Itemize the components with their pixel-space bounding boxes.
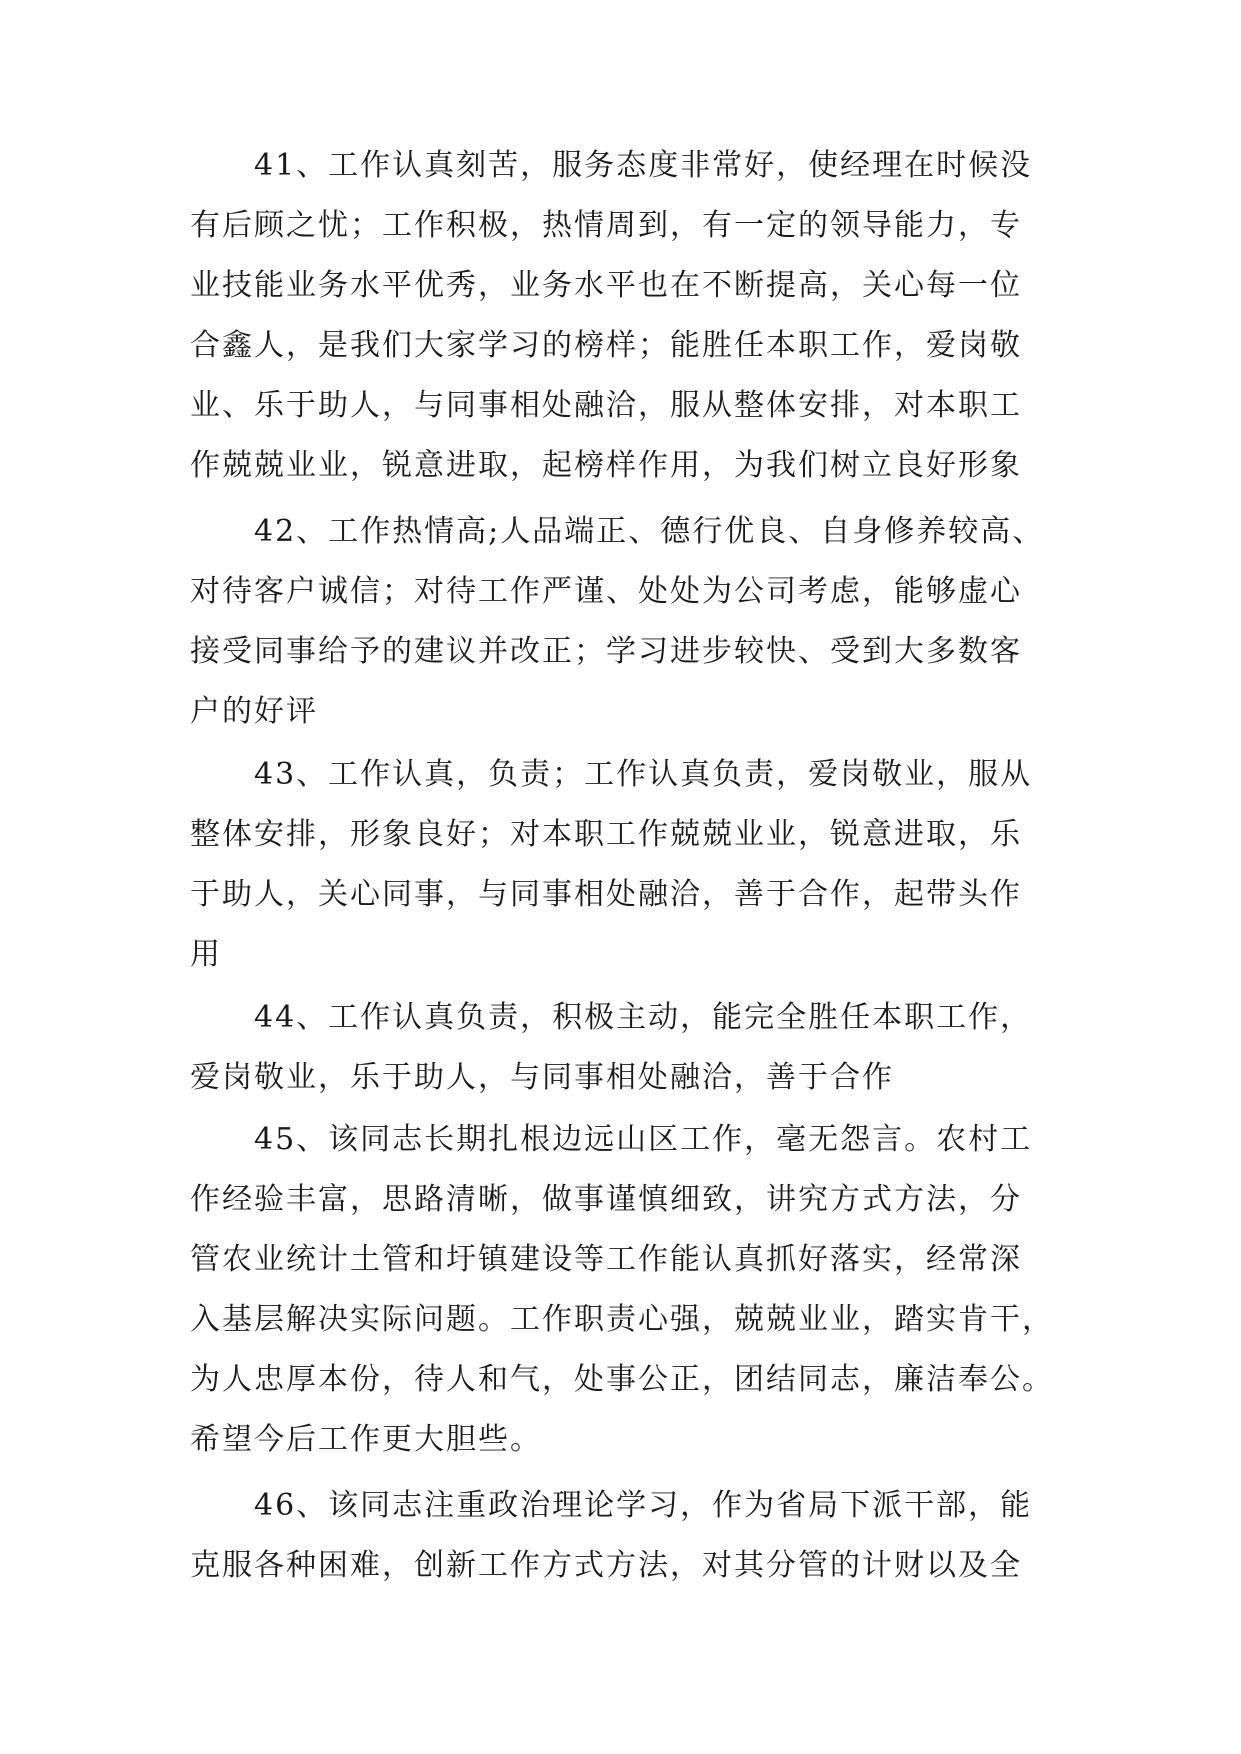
paragraph-42 bbox=[190, 502, 1050, 742]
paragraph-line: 43、工作认真，负责；工作认真负责，爱岗敬业，服从 bbox=[254, 757, 1033, 792]
paragraph-43 bbox=[190, 745, 1050, 985]
paragraph-line: 入基层解决实际问题。工作职责心强，兢兢业业，踏实肯干， bbox=[190, 1302, 1054, 1337]
paragraph-line: 为人忠厚本份，待人和气，处事公正，团结同志，廉洁奉公。 bbox=[190, 1362, 1054, 1397]
paragraph-line: 44、工作认真负责，积极主动，能完全胜任本职工作， bbox=[254, 1000, 1033, 1035]
paragraph-line: 作经验丰富，思路清晰，做事谨慎细致，讲究方式方法，分 bbox=[190, 1182, 1022, 1217]
paragraph-line: 46、该同志注重政治理论学习，作为省局下派干部，能 bbox=[254, 1488, 1033, 1523]
paragraph-line: 整体安排，形象良好；对本职工作兢兢业业，锐意进取，乐 bbox=[190, 817, 1022, 852]
paragraph-line: 用 bbox=[190, 937, 222, 972]
paragraph-44 bbox=[190, 988, 1050, 1108]
paragraph-46 bbox=[190, 1476, 1050, 1596]
paragraph-line: 户的好评 bbox=[190, 694, 318, 729]
paragraph-line: 管农业统计土管和圩镇建设等工作能认真抓好落实，经常深 bbox=[190, 1242, 1022, 1277]
paragraph-line: 于助人，关心同事，与同事相处融洽，善于合作，起带头作 bbox=[190, 877, 1022, 912]
paragraph-line: 45、该同志长期扎根边远山区工作，毫无怨言。农村工 bbox=[254, 1122, 1033, 1157]
paragraph-line: 希望今后工作更大胆些。 bbox=[190, 1422, 542, 1457]
paragraph-line: 爱岗敬业，乐于助人，与同事相处融洽，善于合作 bbox=[190, 1060, 894, 1095]
paragraph-line: 41、工作认真刻苦，服务态度非常好，使经理在时候没 bbox=[254, 148, 1033, 183]
paragraph-45 bbox=[190, 1110, 1054, 1470]
paragraph-line: 合鑫人，是我们大家学习的榜样；能胜任本职工作，爱岗敬 bbox=[190, 328, 1022, 363]
paragraph-line: 有后顾之忧；工作积极，热情周到，有一定的领导能力，专 bbox=[190, 208, 1022, 243]
paragraph-line: 业、乐于助人，与同事相处融洽，服从整体安排，对本职工 bbox=[190, 388, 1022, 423]
paragraph-41 bbox=[190, 136, 1050, 496]
paragraph-line: 对待客户诚信；对待工作严谨、处处为公司考虑，能够虚心 bbox=[190, 574, 1022, 609]
paragraph-line: 克服各种困难，创新工作方式方法，对其分管的计财以及全 bbox=[190, 1548, 1022, 1583]
paragraph-line: 作兢兢业业，锐意进取，起榜样作用，为我们树立良好形象 bbox=[190, 448, 1022, 483]
paragraph-line: 业技能业务水平优秀，业务水平也在不断提高，关心每一位 bbox=[190, 268, 1022, 303]
paragraph-line: 42、工作热情高;人品端正、德行优良、自身修养较高、 bbox=[254, 514, 1045, 549]
paragraph-line: 接受同事给予的建议并改正；学习进步较快、受到大多数客 bbox=[190, 634, 1022, 669]
